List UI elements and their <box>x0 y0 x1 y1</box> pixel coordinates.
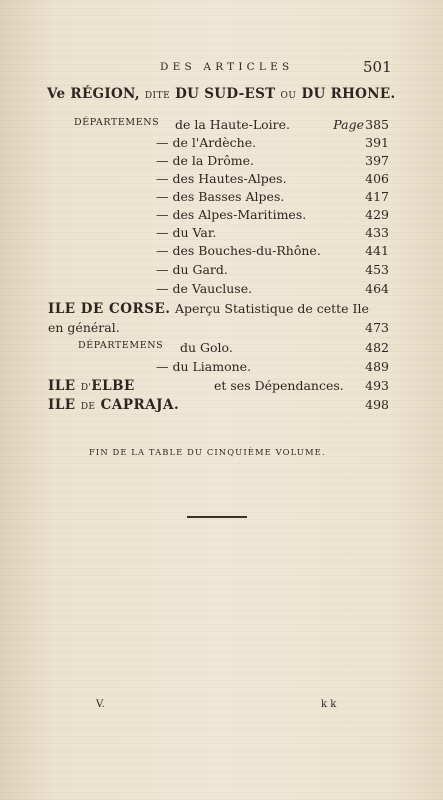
departements-label: DÉPARTEMENS <box>78 340 164 351</box>
toc-page: 498 <box>365 397 389 412</box>
toc-entry: — de l'Ardèche. <box>156 135 257 150</box>
elbe-rest: et ses Dépendances. <box>214 378 344 393</box>
toc-row <box>0 117 443 135</box>
toc-entry: de la Haute-Loire. <box>175 117 291 132</box>
toc-entry: — du Gard. <box>156 262 228 277</box>
divider-rule <box>187 516 247 518</box>
toc-entry: — des Basses Alpes. <box>156 189 285 204</box>
region-heading <box>47 86 395 102</box>
toc-row <box>0 340 443 358</box>
toc-row <box>0 153 443 171</box>
toc-page: 473 <box>365 320 389 335</box>
toc-page: 464 <box>365 281 389 296</box>
toc-entry: — de Vaucluse. <box>156 281 253 296</box>
toc-entry: — des Bouches-du-Rhône. <box>156 243 321 258</box>
toc-page: 441 <box>365 243 389 258</box>
corse-text-2: en général. <box>48 320 120 335</box>
toc-row <box>0 262 443 280</box>
toc-row <box>0 207 443 225</box>
toc-entry: du Golo. <box>180 340 233 355</box>
capraja-name: CAPRAJA. <box>100 397 180 413</box>
region-ou: OU <box>280 91 297 101</box>
toc-page: 433 <box>365 225 389 240</box>
toc-entry: — de la Drôme. <box>156 153 255 168</box>
toc-row-elbe <box>0 378 443 396</box>
elbe-de: D' <box>80 383 92 393</box>
running-title: DES ARTICLES <box>160 61 294 73</box>
capraja-ile: ILE <box>48 397 76 413</box>
capraja-label <box>48 397 179 413</box>
elbe-ile: ILE <box>48 378 76 394</box>
toc-page: 391 <box>365 135 389 150</box>
corse-label: ILE DE CORSE. <box>48 301 171 317</box>
region-name-1: DU SUD-EST <box>175 86 276 102</box>
departements-label: DÉPARTEMENS <box>74 117 160 128</box>
corse-text: Aperçu Statistique de cette Ile <box>175 301 369 316</box>
signature-mark-right: k k <box>321 699 337 710</box>
elbe-name: ELBE <box>91 378 135 394</box>
toc-row <box>0 281 443 299</box>
toc-row <box>0 243 443 261</box>
toc-page: 429 <box>365 207 389 222</box>
elbe-label <box>48 378 135 394</box>
page-number: 501 <box>363 58 392 76</box>
toc-row <box>0 171 443 189</box>
toc-row <box>0 135 443 153</box>
toc-row-corse <box>0 301 443 319</box>
toc-page: 417 <box>365 189 389 204</box>
toc-row <box>0 225 443 243</box>
region-prefix: Ve RÉGION, <box>47 86 140 102</box>
page-word: Page <box>333 117 364 132</box>
toc-row-capraja <box>0 397 443 415</box>
toc-page: 406 <box>365 171 389 186</box>
toc-page: 482 <box>365 340 389 355</box>
toc-page: 489 <box>365 359 389 374</box>
end-note: FIN DE LA TABLE DU CINQUIÈME VOLUME. <box>89 447 326 457</box>
toc-row-corse-2 <box>0 320 443 338</box>
toc-row <box>0 359 443 377</box>
toc-page: 397 <box>365 153 389 168</box>
toc-entry: — des Alpes-Maritimes. <box>156 207 307 222</box>
toc-page: 385 <box>365 117 389 132</box>
region-dite: DITE <box>144 91 171 101</box>
running-head <box>0 58 443 77</box>
toc-row <box>0 189 443 207</box>
capraja-de: DE <box>80 402 96 412</box>
region-name-2: DU RHONE. <box>301 86 396 102</box>
toc-entry: — des Hautes-Alpes. <box>156 171 287 186</box>
toc-page: 493 <box>365 378 389 393</box>
signature-mark-left: V. <box>96 699 105 710</box>
toc-page: 453 <box>365 262 389 277</box>
toc-entry: — du Liamone. <box>156 359 252 374</box>
toc-entry: — du Var. <box>156 225 217 240</box>
